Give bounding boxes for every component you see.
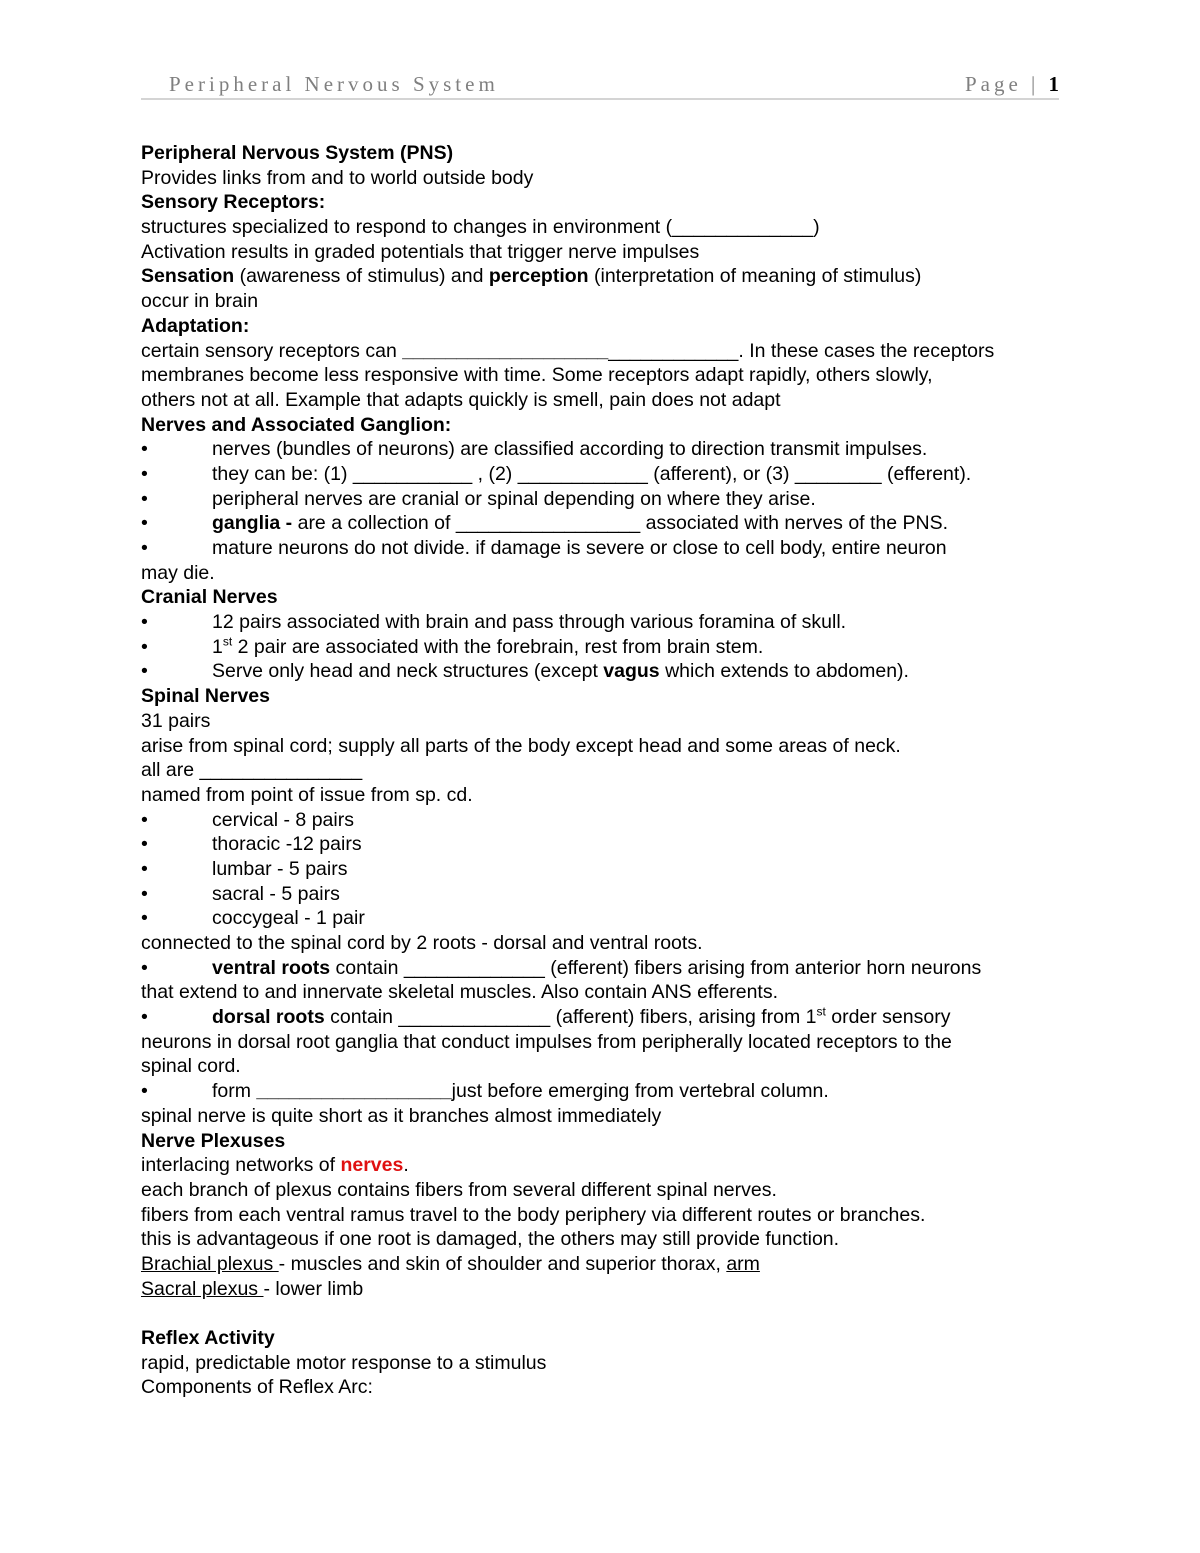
list-item-text: peripheral nerves are cranial or spinal depending on where they arise. [212,487,816,510]
list-item-text: 2 pair are associated with the forebrain, rest from brain stem. [232,635,764,658]
text-span: (awareness of stimulus) and [234,265,489,288]
bullet-icon: • [141,907,148,930]
bullet-icon: • [141,808,148,831]
document-body [141,141,1071,1400]
list-item [141,832,1071,857]
list-item [141,1079,1071,1104]
superscript: st [816,1004,826,1019]
list-item [141,659,1071,684]
list-item [141,882,1071,907]
list-item-text: contain _____________ (efferent) fibers arising from anterior horn neurons [330,956,982,979]
list-item [141,536,1071,561]
blank-bold: ___________________ [402,339,609,362]
text-line: others not at all. Example that adapts quickly is smell, pain does not adapt [141,388,781,411]
list-item [141,1005,1071,1030]
list-item [141,462,1071,487]
list-item-text: are a collection of _________________ associated with nerves of the PNS. [297,512,949,535]
bullet-icon: • [141,512,148,535]
header-page-number [965,72,1059,97]
term-vagus: vagus [603,660,660,683]
text-line: structures specialized to respond to changes in environment (_____________) [141,216,820,239]
bullet-icon: • [141,487,148,510]
text-line: arise from spinal cord; supply all parts of the body except head and some areas of neck. [141,734,901,757]
page-number: 1 [1048,72,1059,96]
blank-bold: __________________ [256,1080,452,1103]
heading-cranial-nerves: Cranial Nerves [141,586,278,609]
blank-line [141,1301,1071,1326]
text-line [141,264,1071,289]
bullet-icon: • [141,956,148,979]
text-line: Activation results in graded potentials that trigger nerve impulses [141,240,700,263]
text-line: that extend to and innervate skeletal muscles. Also contain ANS efferents. [141,981,779,1004]
list-item [141,857,1071,882]
term-sensation: Sensation [141,265,235,288]
page-header [141,70,1059,100]
list-item-text: order sensory [825,1006,951,1029]
text-line [141,1153,1071,1178]
bullet-icon: • [141,857,148,880]
list-item-text: which extends to abdomen). [659,660,909,683]
heading-reflex-activity: Reflex Activity [141,1327,275,1349]
text-line: named from point of issue from sp. cd. [141,783,473,806]
list-item [141,808,1071,833]
text-line: spinal cord. [141,1055,241,1078]
text-line [141,1252,1071,1277]
text-line: Components of Reflex Arc: [141,1376,373,1399]
header-page-label: Page | [964,72,1049,96]
text-line: this is advantageous if one root is damaged, the others may still provide function. [141,1228,840,1251]
text-line: membranes become less responsive with time. Some receptors adapt rapidly, others slowly, [141,364,933,387]
text-span: certain sensory receptors can [141,339,403,362]
bullet-icon: • [141,660,148,683]
bullet-icon: • [141,1006,148,1029]
list-item-text: Serve only head and neck structures (except [212,660,604,683]
term-ganglia: ganglia - [212,512,298,535]
text-line [141,1277,1071,1302]
list-item-text: cervical - 8 pairs [212,808,354,831]
term-nerves-red: nerves [340,1154,404,1177]
text-line: each branch of plexus contains fibers from several different spinal nerves. [141,1178,777,1201]
list-item [141,635,1071,660]
term-ventral-roots: ventral roots [212,956,331,979]
list-item [141,906,1071,931]
text-line: may die. [141,561,215,584]
text-line: occur in brain [141,290,259,313]
text-line: rapid, predictable motor response to a stimulus [141,1351,547,1374]
list-item-text: nerves (bundles of neurons) are classified according to direction transmit impulses. [212,438,928,461]
list-item-text: 12 pairs associated with brain and pass through various foramina of skull. [212,611,847,634]
text-line: all are _______________ [141,759,363,782]
text-span: - lower limb [263,1277,364,1300]
term-sacral-plexus: Sacral plexus [141,1277,264,1300]
list-item [141,511,1071,536]
list-item [141,956,1071,981]
term-perception: perception [488,265,589,288]
heading-spinal-nerves: Spinal Nerves [141,685,270,708]
bullet-icon: • [141,1080,148,1103]
bullet-icon: • [141,635,148,658]
text-line: 31 pairs [141,709,211,732]
text-span: interlacing networks of [141,1154,341,1177]
list-item-text: coccygeal - 1 pair [212,907,365,930]
heading-sensory-receptors: Sensory Receptors: [141,191,326,214]
list-item-text: just before emerging from vertebral column. [451,1080,829,1103]
list-item [141,487,1071,512]
text-line: fibers from each ventral ramus travel to the body periphery via different routes or branches. [141,1203,926,1226]
list-item-text: contain ______________ (afferent) fibers, arising from 1 [324,1006,817,1029]
text-span: - muscles and skin of shoulder and superior thorax, [278,1252,727,1275]
text-span: ____________. In these cases the receptors [608,339,995,362]
list-item-text: 1 [212,635,223,658]
text-line [141,339,1071,364]
heading-nerve-plexuses: Nerve Plexuses [141,1129,286,1152]
term-brachial-plexus: Brachial plexus [141,1252,279,1275]
term-dorsal-roots: dorsal roots [212,1006,325,1029]
list-item-text: form [212,1080,257,1103]
text-line: spinal nerve is quite short as it branches almost immediately [141,1104,662,1127]
list-item-text: thoracic -12 pairs [212,833,362,856]
list-item-text: they can be: (1) ___________ , (2) ____________ (afferent), or (3) ________ (efferent). [212,462,972,485]
list-item [141,437,1071,462]
text-span: (interpretation of meaning of stimulus) [588,265,922,288]
list-item-text: lumbar - 5 pairs [212,857,348,880]
text-line: connected to the spinal cord by 2 roots - dorsal and ventral roots. [141,932,703,954]
header-title: Peripheral Nervous System [169,72,499,96]
bullet-icon: • [141,882,148,905]
text-span: . [403,1154,409,1177]
text-line: Provides links from and to world outside body [141,166,534,189]
heading-nerves-ganglion: Nerves and Associated Ganglion: [141,413,452,436]
bullet-icon: • [141,438,148,461]
heading-adaptation: Adaptation: [141,314,250,337]
bullet-icon: • [141,537,148,559]
heading-pns: Peripheral Nervous System (PNS) [141,142,454,164]
bullet-icon: • [141,611,148,634]
text-line: neurons in dorsal root ganglia that conduct impulses from peripherally located receptors to the [141,1030,952,1053]
bullet-icon: • [141,462,148,485]
superscript: st [222,634,233,649]
bullet-icon: • [141,833,148,856]
list-item [141,610,1071,635]
list-item-text: sacral - 5 pairs [212,882,340,905]
list-item-text: mature neurons do not divide. if damage is severe or close to cell body, entire neuron [212,537,947,559]
term-arm: arm [726,1252,760,1275]
